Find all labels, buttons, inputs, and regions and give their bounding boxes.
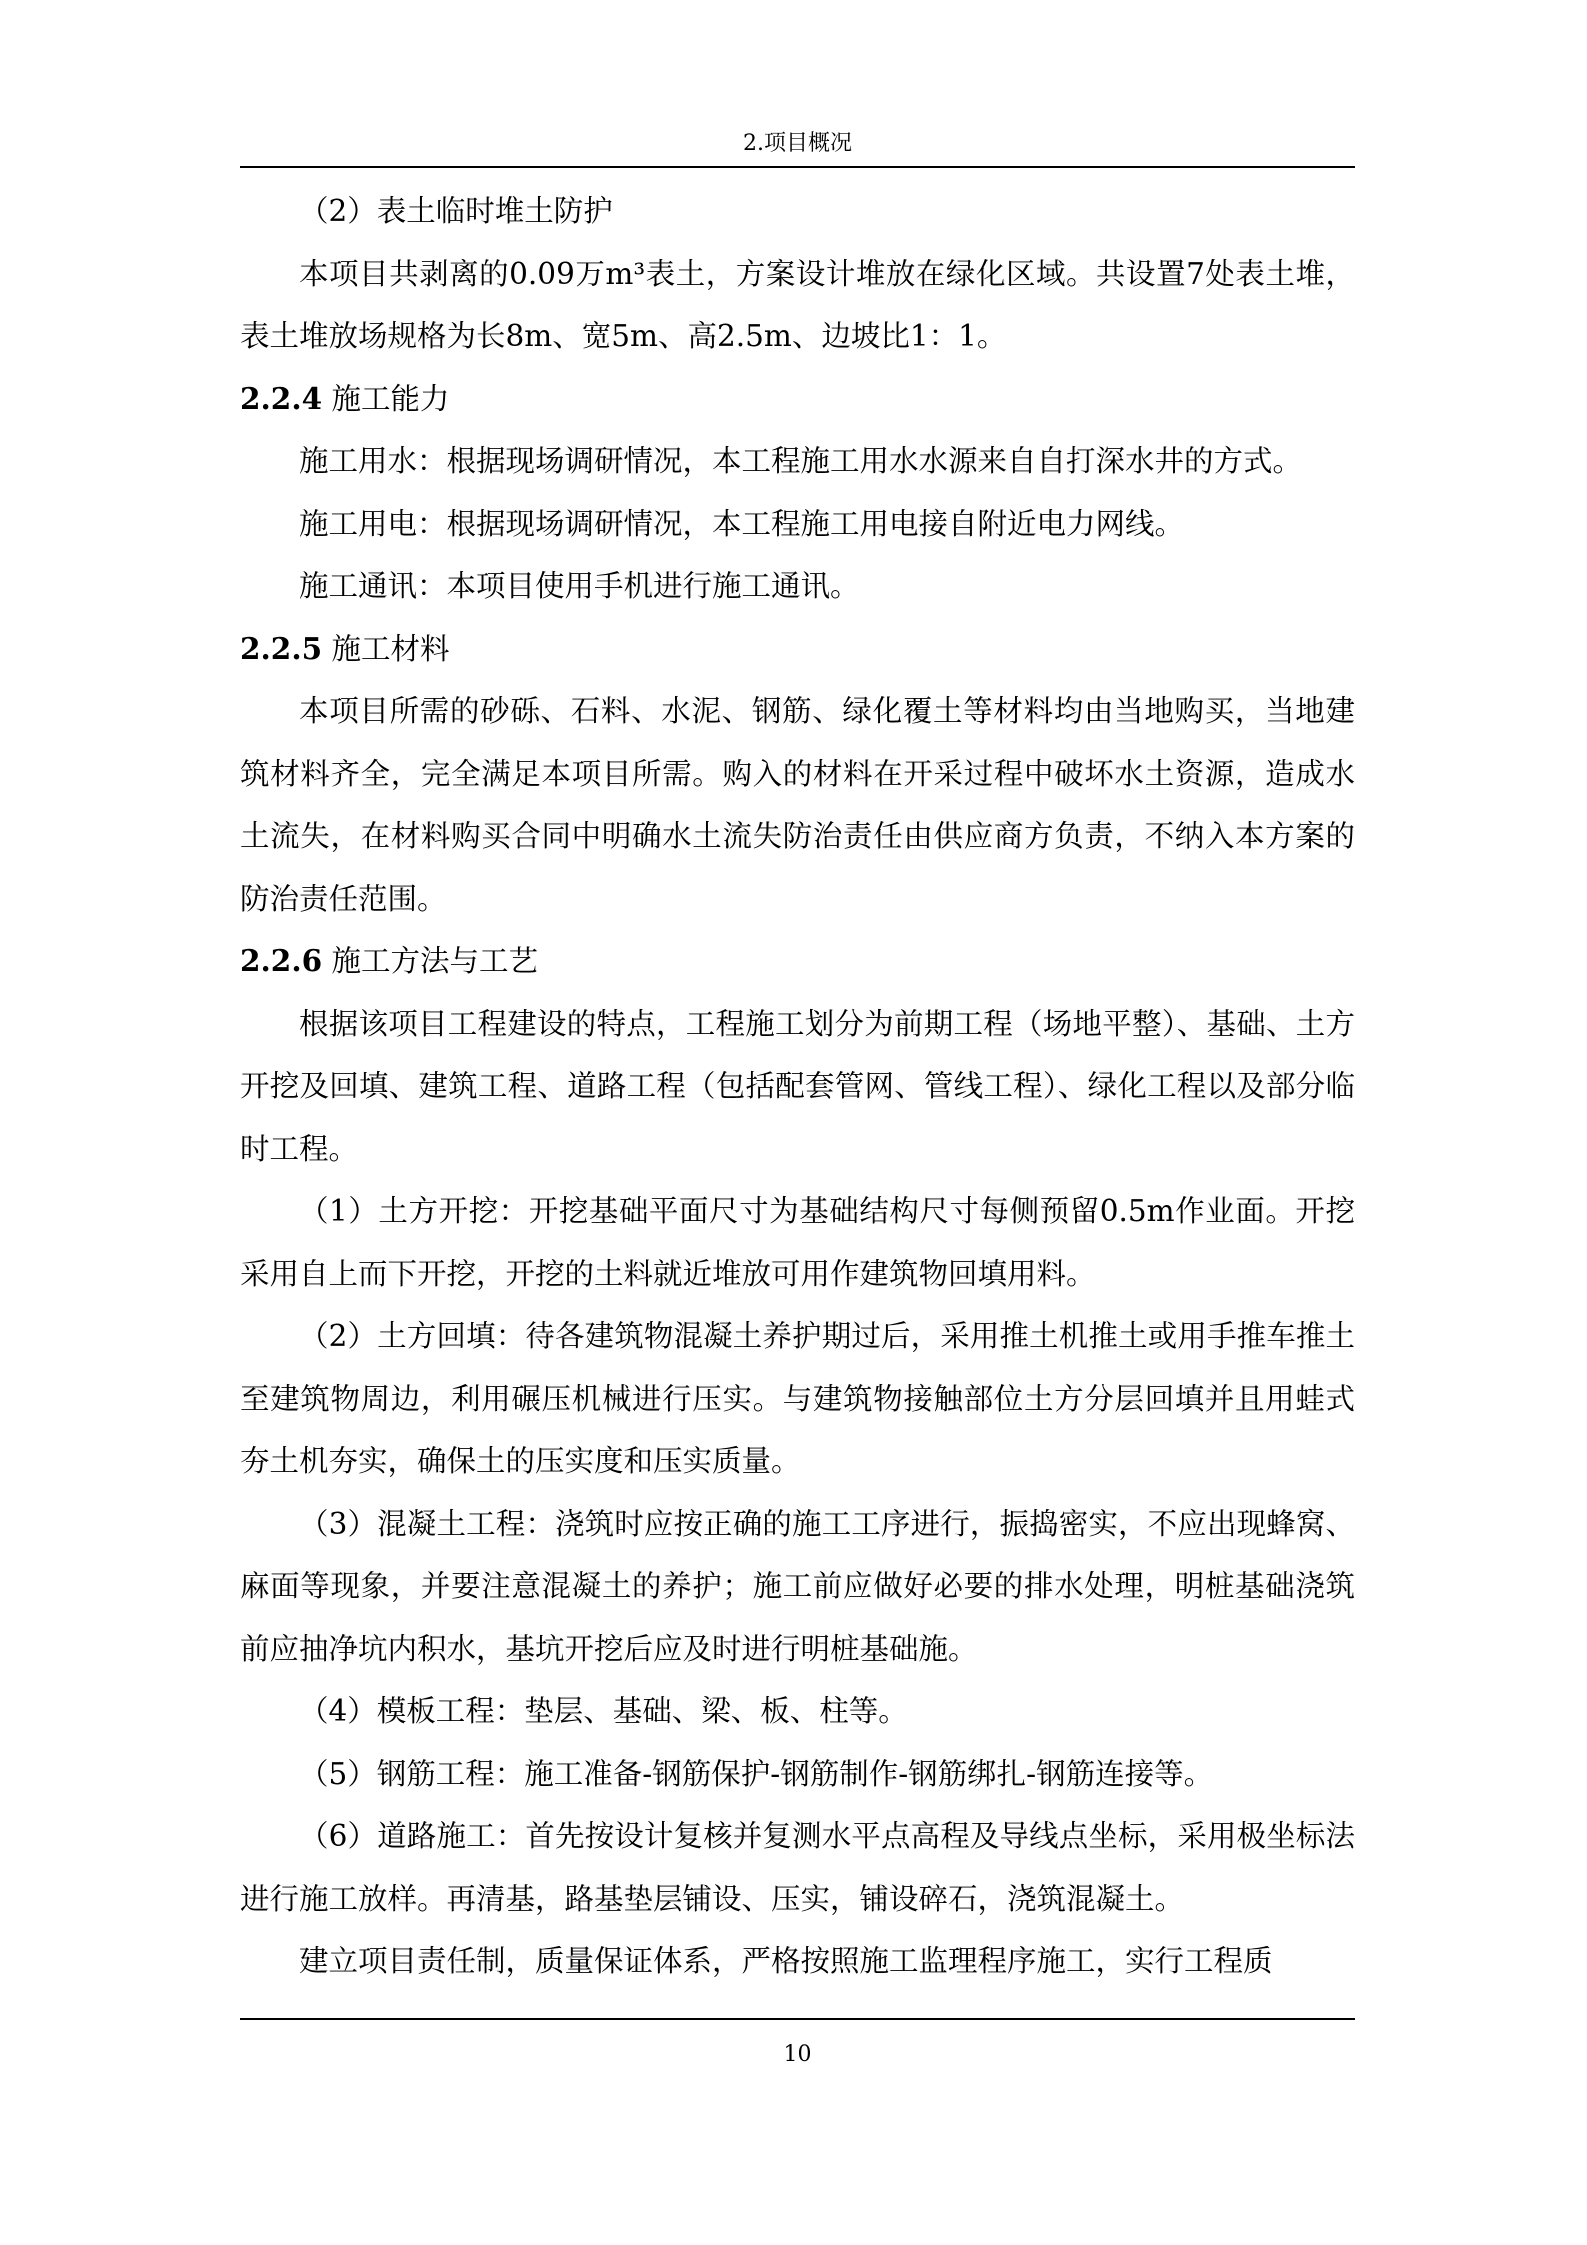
section-title: 施工能力 (331, 381, 450, 416)
paragraph: （6）道路施工：首先按设计复核并复测水平点高程及导线点坐标，采用极坐标法进行施工放样。再清基，路基垫层铺设、压实，铺设碎石，浇筑混凝土。 (240, 1819, 1355, 1916)
section-heading (240, 618, 1355, 681)
body-text (240, 180, 1355, 1993)
section-number: 2.2.5 (240, 630, 323, 666)
running-header: 2.项目概况 (743, 131, 852, 156)
section-heading (240, 930, 1355, 993)
footer-divider (240, 2018, 1355, 2020)
paragraph: 施工用水：根据现场调研情况，本工程施工用水水源来自自打深水井的方式。 (299, 444, 1303, 478)
paragraph: （3）混凝土工程：浇筑时应按正确的施工工序进行，振捣密实，不应出现蜂窝、麻面等现象，并要注意混凝土的养护；施工前应做好必要的排水处理，明桩基础浇筑前应抽净坑内积水，基坑开挖后应及时进行明桩基础施。 (240, 1506, 1355, 1666)
paragraph: （2）表土临时堆土防护 (299, 194, 613, 228)
paragraph: 本项目所需的砂砾、石料、水泥、钢筋、绿化覆土等材料均由当地购买，当地建筑材料齐全，完全满足本项目所需。购入的材料在开采过程中破坏水土资源，造成水土流失，在材料购买合同中明确水土流失防治责任由供应商方负责，不纳入本方案的防治责任范围。 (240, 694, 1355, 916)
paragraph: 根据该项目工程建设的特点，工程施工划分为前期工程（场地平整）、基础、土方开挖及回填、建筑工程、道路工程（包括配套管网、管线工程）、绿化工程以及部分临时工程。 (240, 1006, 1355, 1166)
paragraph: （5）钢筋工程：施工准备-钢筋保护-钢筋制作-钢筋绑扎-钢筋连接等。 (299, 1756, 1214, 1791)
header-divider (240, 166, 1355, 168)
paragraph: （4）模板工程：垫层、基础、梁、板、柱等。 (299, 1694, 908, 1728)
section-number: 2.2.6 (240, 943, 323, 978)
page-number: 10 (783, 2042, 812, 2067)
section-number: 2.2.4 (240, 380, 323, 416)
paragraph: 施工用电：根据现场调研情况，本工程施工用电接自附近电力网线。 (299, 506, 1185, 541)
paragraph: 建立项目责任制，质量保证体系，严格按照施工监理程序施工，实行工程质 (299, 1944, 1273, 1978)
section-title: 施工方法与工艺 (331, 944, 539, 978)
paragraph: 本项目共剥离的0.09万m³表土，方案设计堆放在绿化区域。共设置7处表土堆，表土堆放场规格为长8m、宽5m、高2.5m、边坡比1：1。 (240, 256, 1355, 353)
paragraph: （1）土方开挖：开挖基础平面尺寸为基础结构尺寸每侧预留0.5m作业面。开挖采用自上而下开挖，开挖的土料就近堆放可用作建筑物回填用料。 (240, 1194, 1355, 1291)
paragraph: 施工通讯：本项目使用手机进行施工通讯。 (299, 569, 860, 603)
paragraph: （2）土方回填：待各建筑物混凝土养护期过后，采用推土机推土或用手推车推土至建筑物周边，利用碾压机械进行压实。与建筑物接触部位土方分层回填并且用蛙式夯土机夯实，确保土的压实度和压实质量。 (240, 1319, 1355, 1478)
section-heading (240, 368, 1355, 431)
section-title: 施工材料 (331, 631, 450, 666)
